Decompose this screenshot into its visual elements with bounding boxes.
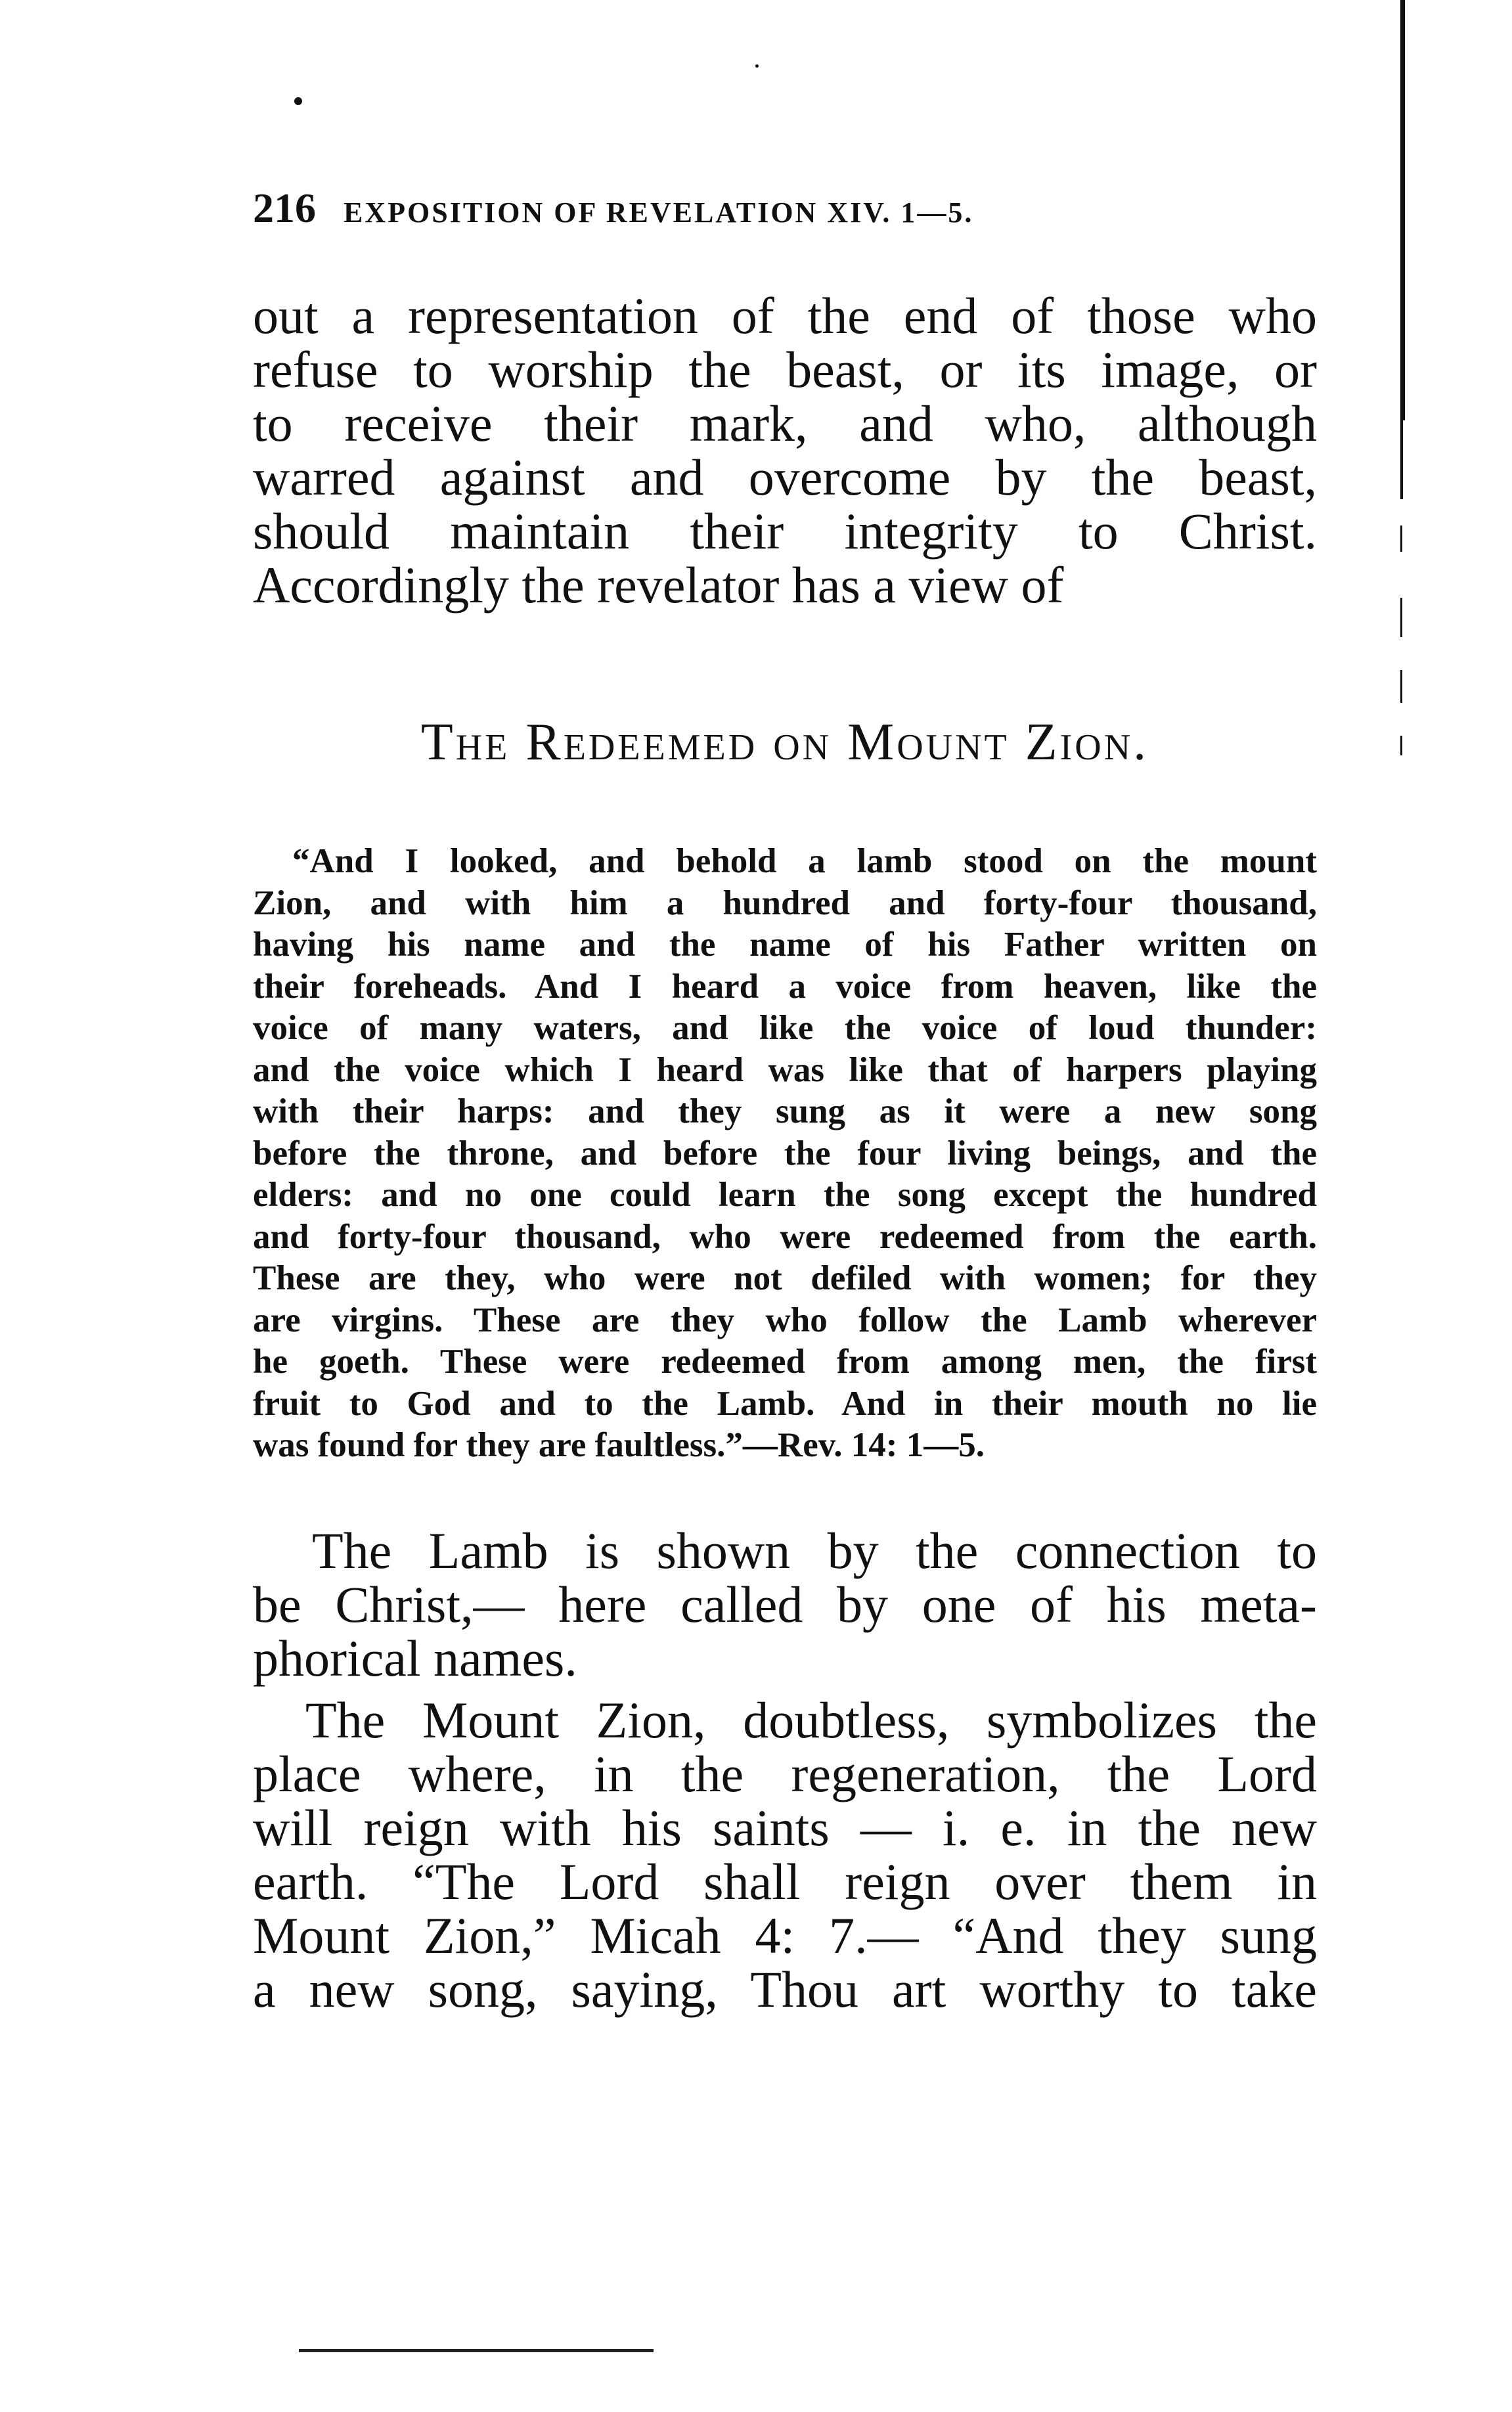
text-line: a new song, saying, Thou art worthy to take bbox=[253, 1961, 1317, 2018]
page-edge-rule bbox=[1400, 420, 1403, 499]
text-line: will reign with his saints — i. e. in the new bbox=[253, 1799, 1317, 1856]
quote-line: are virgins. These are they who follow the Lamb wherever bbox=[253, 1301, 1317, 1339]
quote-line: and the voice which I heard was like that of harpers playing bbox=[253, 1050, 1317, 1089]
text-line: be Christ,— here called by one of his meta- bbox=[253, 1576, 1317, 1633]
text-line: refuse to worship the beast, or its image, or bbox=[253, 341, 1317, 398]
text-line: The Lamb is shown by the connection to bbox=[312, 1522, 1317, 1579]
text-line: The Mount Zion, doubtless, symbolizes the bbox=[305, 1691, 1317, 1749]
running-head: EXPOSITION OF REVELATION XIV. 1—5. bbox=[344, 196, 974, 229]
quote-line: he goeth. These were redeemed from among men, the first bbox=[253, 1343, 1317, 1381]
text-line: Accordingly the revelator has a view of bbox=[253, 556, 1064, 614]
quote-line: and forty-four thousand, who were redeemed from the earth. bbox=[253, 1217, 1317, 1256]
paragraph-mount-zion bbox=[253, 1693, 1317, 2017]
quote-line: having his name and the name of his Father written on bbox=[253, 926, 1317, 964]
section-title: The Redeemed on Mount Zion. bbox=[420, 713, 1149, 771]
quote-line: “And I looked, and behold a lamb stood on the mount bbox=[292, 842, 1317, 880]
page-edge-rule bbox=[1400, 525, 1402, 552]
page-header bbox=[253, 184, 1317, 233]
intro-paragraph bbox=[253, 289, 1317, 612]
scan-speck bbox=[294, 97, 302, 105]
footer-rule bbox=[299, 2349, 654, 2352]
page-number: 216 bbox=[253, 185, 316, 231]
quote-line: elders: and no one could learn the song except the hundred bbox=[253, 1176, 1317, 1214]
quote-line: with their harps: and they sung as it were a new song bbox=[253, 1092, 1317, 1130]
scan-speck bbox=[755, 64, 759, 68]
text-line: earth. “The Lord shall reign over them in bbox=[253, 1853, 1317, 1910]
quote-line: their foreheads. And I heard a voice from heaven, like the bbox=[253, 967, 1317, 1006]
text-line: should maintain their integrity to Christ. bbox=[253, 502, 1317, 560]
scripture-quote bbox=[253, 841, 1317, 1467]
text-line: phorical names. bbox=[253, 1630, 577, 1687]
quote-line: before the throne, and before the four living beings, and the bbox=[253, 1134, 1317, 1172]
text-line: to receive their mark, and who, although bbox=[253, 395, 1317, 452]
quote-line: Zion, and with him a hundred and forty-four thousand, bbox=[253, 883, 1317, 922]
quote-line: was found for they are faultless.”—Rev. 14: 1—5. bbox=[253, 1426, 985, 1464]
page-edge-rule bbox=[1400, 736, 1402, 755]
quote-line: voice of many waters, and like the voice of loud thunder: bbox=[253, 1009, 1317, 1047]
page-edge-rule bbox=[1400, 598, 1402, 637]
page-edge-rule bbox=[1400, 0, 1405, 420]
page-edge-rule bbox=[1400, 670, 1402, 703]
text-line: place where, in the regeneration, the Lord bbox=[253, 1745, 1317, 1802]
text-line: out a representation of the end of those who bbox=[253, 287, 1317, 344]
text-line: warred against and overcome by the beast, bbox=[253, 449, 1317, 506]
text-line: Mount Zion,” Micah 4: 7.— “And they sung bbox=[253, 1907, 1317, 1964]
paragraph-lamb bbox=[253, 1524, 1317, 1686]
quote-line: These are they, who were not defiled with women; for they bbox=[253, 1259, 1317, 1297]
quote-line: fruit to God and to the Lamb. And in their mouth no lie bbox=[253, 1384, 1317, 1423]
